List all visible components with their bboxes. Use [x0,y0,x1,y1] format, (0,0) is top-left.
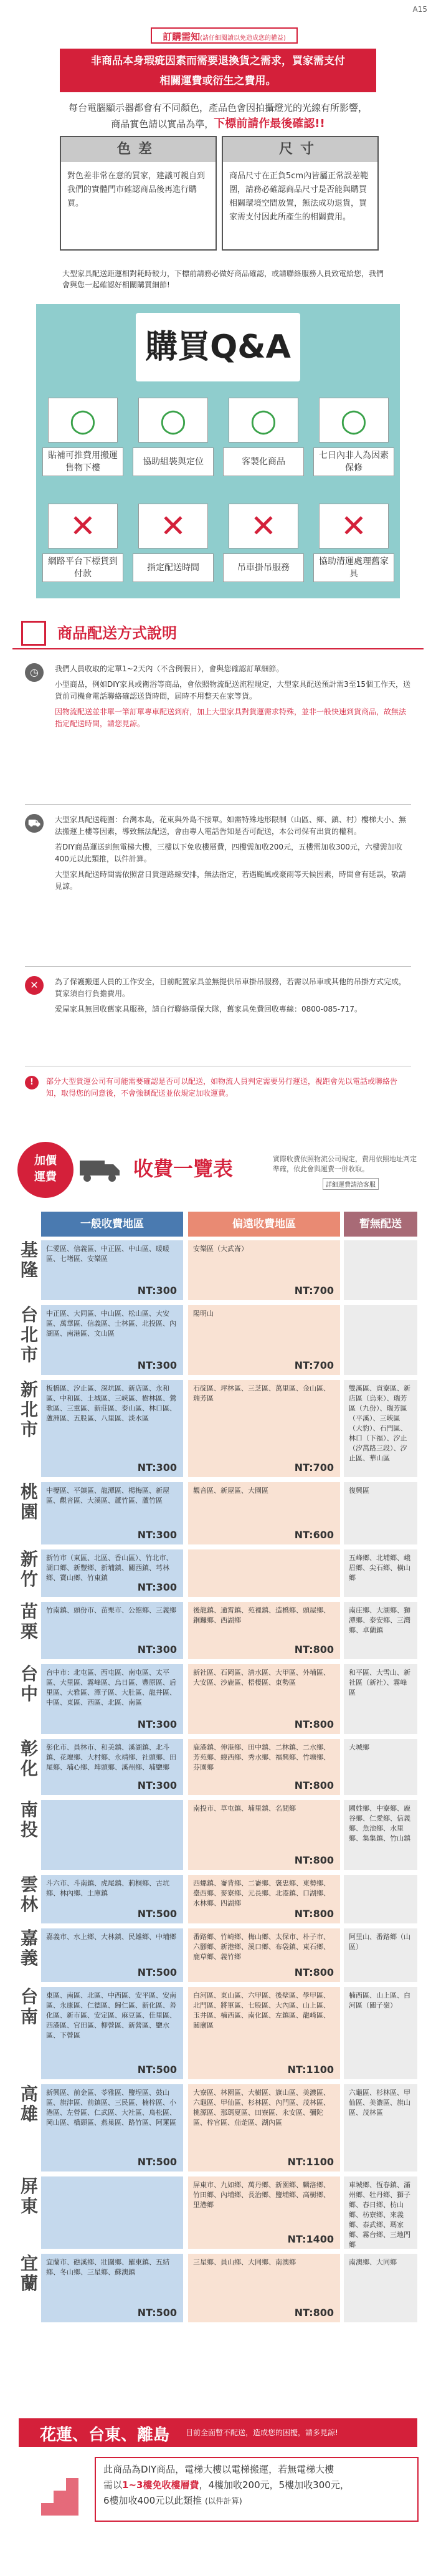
region-cell-remote [188,1875,340,1925]
warning-box: 非商品本身瑕疵因素而需要退換貨之需求，買家需支付 相關運費或衍生之費用。 [60,49,376,92]
region-cell-none [344,1602,417,1660]
delivery-section-header [12,617,424,649]
region-areas: 阿里山、番路鄉（山區） [349,1933,410,1951]
region-name: 屏東 [20,2176,38,2216]
region-name: 嘉義 [20,1928,38,1968]
region-areas: 新竹市（東區、北區、香山區）、竹北市、湖口鄉、新豐鄉、新埔鎮、關西鎮、芎林鄉、寶山鄉、竹東鎮 [46,1554,173,1582]
region-row [19,1987,417,2080]
fee-note: 實際收費依照物流公司規定，費用依照地址判定準確，依此會與運費一併收取。 [273,1155,417,1173]
region-price: NT:800 [294,1908,334,1920]
region-row [19,1602,417,1660]
region-name: 桃園 [20,1482,38,1522]
region-cell-remote [188,1549,340,1598]
region-areas: 西螺鎮、崙背鄉、二崙鄉、褒忠鄉、東勢鄉、臺西鄉、麥寮鄉、元長鄉、北港鎮、口湖鄉、水林鄉、四湖鄉 [193,1879,330,1907]
region-price: NT:300 [137,1285,177,1296]
region-cell-none [344,1240,417,1301]
region-cell-none [344,1664,417,1735]
region-price: NT:700 [294,1462,334,1473]
region-areas: 楠西區、山上區、白河區（關子嶺） [349,1991,410,2009]
region-areas: 中壢區、平鎮區、龍潭區、楊梅區、新屋區、觀音區、大溪區、蘆竹區、蘆竹區 [46,1487,169,1505]
region-cell-general [41,1928,183,1983]
cross-icon: ✕ [319,504,389,548]
region-cell-general [41,1875,183,1925]
region-price: NT:600 [294,1529,334,1541]
region-cell-general [41,2176,183,2250]
region-price: NT:1100 [287,2156,334,2168]
region-areas: 陽明山 [193,1310,214,1318]
region-name: 新竹 [20,1549,38,1589]
region-price: NT:800 [294,1966,334,1978]
region-areas: 鹿港鎮、伸港鄉、田中鎮、二林鎮、二水鄉、芳苑鄉、線西鄉、秀水鄉、福興鄉、竹塘鄉、芬園鄉 [193,1743,330,1771]
region-price: NT:1400 [287,2233,334,2245]
region-areas [41,2176,183,2184]
islands-subtitle: 目前全面暫不配送，造成您的困擾，請多見諒! [186,2428,338,2437]
region-areas: 和平區、大雪山、新社區（新社）、霧峰區 [349,1669,410,1697]
check-icon: ○ [48,398,118,443]
region-price: NT:800 [294,2307,334,2319]
cross-icon: ✕ [25,976,44,995]
region-cell-general [41,2254,183,2324]
region-row [19,1482,417,1546]
region-areas: 安樂區（大武崙） [193,1245,248,1253]
qa-panel [36,304,400,598]
region-name: 南投 [20,1799,38,1840]
region-cell-general [41,1987,183,2080]
region-areas [344,1240,417,1248]
region-cell-none [344,2176,417,2250]
region-row [19,1305,417,1376]
region-cell-none [344,1800,417,1871]
region-areas: 復興區 [349,1487,369,1495]
region-cell-remote [188,1602,340,1660]
delivery-bullet-truck: ⛟ 大型家具配送範圍：台灣本島，花東與外島不接單。如需特殊地形限制（山區、鄉、鎮、村）樓梯大小、無法搬運上樓等因素，導致無法配送，會由專人電話告知是否可配送，本公司保有出貨的權利。 若DIY商品運送到無電梯大樓，三樓以下免收樓層費，四樓需加收200元，五樓需加收300元，六樓需加收400元以此類推，以件計算。 大型家具配送時間需依照當日貨運路線安排，無法指定，若遇颱風或豪雨等天候因素，時間會有延誤，敬請見諒。 [25,814,411,896]
region-areas: 大寮區、林園區、大樹區、旗山區、美濃區、六龜區、甲仙區、杉林區、內門區、茂林區、桃源區、那瑪夏區、田寮區、永安區、彌陀區、梓官區、茄萣區、湖內區 [193,2089,330,2127]
region-price: NT:700 [294,1285,334,1296]
region-cell-remote [188,2176,340,2250]
region-areas: 白河區、東山區、六甲區、後壁區、學甲區、北門區、將軍區、七股區、大內區、山上區、玉井區、楠西區、南化區、左鎮區、龍崎區、關廟區 [193,1991,330,2029]
region-cell-general [41,1240,183,1301]
region-areas: 斗六市、斗南鎮、虎尾鎮、莿桐鄉、古坑鄉、林內鄉、土庫鎮 [46,1879,169,1897]
region-cell-none [344,1928,417,1983]
region-price: NT:500 [137,1966,177,1978]
region-row [19,1664,417,1735]
region-name: 彰化 [20,1738,38,1779]
region-price: NT:800 [294,1644,334,1655]
qa-item: ○ 貼補可推費用搬運售物下樓 [42,398,123,476]
region-areas: 嘉義市、水上鄉、大林鎮、民雄鄉、中埔鄉 [46,1933,176,1941]
region-areas: 後龍鎮、通霄鎮、苑裡鎮、造橋鄉、頭屋鄉、銅鑼鄉、西湖鄉 [193,1606,330,1624]
size-body: 商品尺寸在正負5cm內皆屬正常誤差範圍，請務必確認商品尺寸是否能與購買相關環境空間放置，無法成功退貨，買家需支付因此所產生的相關費用。 [229,171,369,222]
header-remote: 偏遠收費地區 [188,1212,340,1237]
region-areas: 六龜區、杉林區、甲仙區、美濃區、旗山區、茂林區 [349,2089,410,2117]
region-price: NT:500 [137,2307,177,2319]
shop-note: 大型家具配送距運相對耗時較力，下標前請務必做好商品確認，或請聯絡服務人員致電給您，我們會與您一起確認好相關購買細節! [62,269,384,289]
region-row [19,1380,417,1478]
fee-note-contact: 詳細運費請洽客服 [323,1178,379,1190]
color-difference-body: 對色差非常在意的買家，建議可親自到我們的實體門市確認商品後再進行購買。 [67,171,206,208]
region-name: 雲林 [20,1874,38,1915]
header-none: 暫無配送 [344,1212,417,1237]
region-areas: 中正區、大同區、中山區、松山區、大安區、萬華區、信義區、士林區、北投區、內湖區、南港區、文山區 [46,1310,176,1338]
region-cell-remote [188,1664,340,1735]
delivery-bullet-clock: ◷ 我們人員收取的定單1~2天內（不含例假日），會與您確認訂單細節。 小型商品，例如DIY家具或衛浴等商品，會依照物流配送流程規定，大型家具配送預計需3至15個工作天，送貨前司機會電話聯絡確認送貨時間，屆時不用整天在家等貨。 因物流配送並非單一筆訂單專車配送到府，加上大型家具對貨運需求特殊，並非一般快速到貨商品，故無法指定配送時間，請您見諒。 [25,663,411,734]
region-price: NT:300 [137,1779,177,1791]
page-code: A15 [412,5,427,14]
region-price: NT:800 [294,1718,334,1730]
region-cell-none [344,1987,417,2080]
region-areas [344,1875,417,1882]
region-cell-none [344,1482,417,1546]
region-cell-none [344,1875,417,1925]
region-areas: 彰化市、員林市、和美鎮、溪湖鎮、北斗鎮、花壇鄉、大村鄉、永靖鄉、社頭鄉、田尾鄉、埔心鄉、埤頭鄉、溪州鄉、埔鹽鄉 [46,1743,176,1771]
region-cell-general [41,1549,183,1598]
color-difference-panel [60,136,217,251]
delivery-bullet-warning: ! 部分大型貨運公司有可能需要確認是否可以配送，如物流人員判定需要另行運送，視距會先以電話或聯絡告知，取得您的同意後，不會強制配送並依規定加收運費。 [25,1076,411,1103]
truck-icon: ⛟ [25,814,44,833]
region-price: NT:300 [137,1359,177,1371]
qa-item: ✕ 網路平台下標貨到付款 [42,504,123,582]
region-cell-general [41,1380,183,1478]
check-icon: ○ [229,398,298,443]
region-name: 台北市 [20,1305,38,1365]
region-price: NT:500 [137,2064,177,2076]
islands-floor-fee: 此商品為DIY商品，電梯大樓以電梯搬運，若無電梯大樓 需以1~3樓免收樓層費，4樓加收200元，5樓加收300元， 6樓加收400元以此類推 (以件計算) [95,2457,419,2522]
region-areas: 南澳鄉、大同鄉 [349,2258,397,2266]
region-row [19,2084,417,2173]
region-areas: 東區、南區、北區、中西區、安平區、安南區、永康區、仁德區、歸仁區、新化區、善化區、新市區、安定區、麻豆區、佳里區、西港區、官田區、柳營區、新營區、鹽水區、下營區 [46,1991,176,2039]
qa-title: 購買Q&A [136,313,300,381]
region-areas: 仁愛區、信義區、中正區、中山區、暖暖區、七堵區、安樂區 [46,1245,169,1263]
region-areas: 國姓鄉、中寮鄉、鹿谷鄉、仁愛鄉、信義鄉、魚池鄉、水里鄉、集集鎮、竹山鎮 [349,1804,410,1842]
divider [25,966,411,967]
clock-icon: ◷ [25,663,44,682]
region-cell-remote [188,1800,340,1871]
region-areas: 新社區、石岡區、清水區、大甲區、外埔區、大安區、沙鹿區、梧棲區、東勢區 [193,1669,330,1687]
delivery-title: 商品配送方式說明 [57,625,177,642]
region-cell-general [41,1664,183,1735]
region-name: 基隆 [20,1240,38,1280]
region-areas: 觀音區、新屋區、大園區 [193,1487,268,1495]
region-cell-general [41,1305,183,1376]
warning-icon: ! [25,1076,39,1089]
check-icon: ○ [138,398,208,443]
region-name: 苗栗 [20,1601,38,1642]
qa-item: ○ 七日內非人為因素保修 [313,398,394,476]
size-title: 尺寸 [223,137,377,162]
cross-icon: ✕ [229,504,298,548]
region-areas: 雙溪區、貢寮區、新店區（烏來）、瑞芳區（九份）、瑞芳區（平溪）、三峽區（大豹）、石門區、林口（下福）、汐止（汐萬路三段）、汐止區、華山區 [349,1384,410,1462]
region-cell-remote [188,1739,340,1796]
region-price: NT:500 [137,1908,177,1920]
region-price: NT:1100 [287,2064,334,2076]
region-cell-general [41,2084,183,2173]
region-price: NT:800 [294,1854,334,1866]
notice-tag: 訂購需知(請仔細閱讀以免造成您的權益) [151,27,298,44]
region-row [19,1928,417,1983]
region-price: NT:300 [137,1529,177,1541]
region-price: NT:300 [137,1718,177,1730]
region-areas: 南庄鄉、大湖鄉、獅潭鄉、泰安鄉、三灣鄉、卓蘭鎮 [349,1606,410,1634]
region-price: NT:500 [137,2156,177,2168]
region-areas: 屏東市、九如鄉、萬丹鄉、新園鄉、麟洛鄉、竹田鄉、內埔鄉、長治鄉、鹽埔鄉、高樹鄉、里港鄉 [193,2181,330,2209]
region-row [19,2176,417,2250]
region-cell-remote [188,1928,340,1983]
region-cell-general [41,1800,183,1871]
region-areas: 竹南鎮、頭份市、苗栗市、公館鄉、三義鄉 [46,1606,176,1614]
region-areas: 番路鄉、竹崎鄉、梅山鄉、太保市、朴子市、六腳鄉、新港鄉、溪口鄉、布袋鎮、東石鄉、鹿草鄉、義竹鄉 [193,1933,330,1961]
region-cell-none [344,1549,417,1598]
region-price: NT:800 [294,1779,334,1791]
region-areas: 三星鄉、員山鄉、大同鄉、南澳鄉 [193,2258,296,2266]
region-row [19,2254,417,2324]
region-cell-general [41,1602,183,1660]
region-areas [41,1800,183,1808]
region-cell-remote [188,1305,340,1376]
region-cell-none [344,2254,417,2324]
region-areas: 板橋區、汐止區、深坑區、新店區、永和區、中和區、土城區、三峽區、樹林區、鶯歌區、三重區、新莊區、泰山區、林口區、蘆洲區、五股區、八里區、淡水區 [46,1384,176,1422]
region-areas: 五峰鄉、北埔鄉、峨眉鄉、尖石鄉、橫山鄉 [349,1554,410,1582]
header-general: 一般收費地區 [41,1212,183,1237]
region-cell-remote [188,1240,340,1301]
truck-icon [80,1158,121,1183]
region-cell-none [344,1739,417,1796]
region-cell-none [344,1305,417,1376]
region-name: 台南 [20,1986,38,2027]
region-price: NT:300 [137,1462,177,1473]
region-areas: 車城鄉、恆春鎮、滿州鄉、牡丹鄉、獅子鄉、春日鄉、枋山鄉、枋寮鄉、來義鄉、泰武鄉、瑪家鄉、霧台鄉、三地門鄉 [349,2181,410,2249]
delivery-bullet-cross: ✕ 為了保護搬運人員的工作安全，目前配置家具並無提供吊車掛吊服務，若需以吊車或其他的吊掛方式完成，買家須自行負擔費用。 愛屋家具無回收舊家具服務，請自行聯絡環保大隊，舊家具免費回收專線：0800-085-717。 [25,976,411,1019]
region-price: NT:300 [137,1581,177,1593]
region-areas: 新興區、前金區、苓雅區、鹽埕區、鼓山區、旗津區、前鎮區、三民區、楠梓區、小港區、左營區、仁武區、大社區、鳥松區、岡山區、橋頭區、燕巢區、路竹區、阿蓮區 [46,2089,176,2127]
divider [25,804,411,805]
region-row [19,1739,417,1796]
region-cell-none [344,1380,417,1478]
region-areas [344,1305,417,1313]
fee-title: 收費一覽表 [133,1157,234,1180]
region-price: NT:700 [294,1359,334,1371]
region-name: 台中 [20,1664,38,1704]
region-areas [188,1549,340,1557]
region-cell-remote [188,2254,340,2324]
qa-item: ✕ 吊車掛吊服務 [223,504,304,582]
region-cell-general [41,1739,183,1796]
region-cell-none [344,2084,417,2173]
cross-icon: ✕ [48,504,118,548]
region-cell-general [41,1482,183,1546]
region-areas: 南投市、草屯鎮、埔里鎮、名間鄉 [193,1804,296,1812]
box-icon [21,621,46,646]
check-icon: ○ [319,398,389,443]
region-row [19,1800,417,1871]
region-name: 高雄 [20,2084,38,2124]
color-disclaimer: 每台電腦顯示器都會有不同顏色，產品色會因拍攝燈光的光線有所影響， 商品實色請以實品為準，下標前請作最後確認!! [68,102,367,130]
region-areas: 宜蘭市、礁溪鄉、壯圍鄉、羅東鎮、五結鄉、冬山鄉、三星鄉、蘇澳鎮 [46,2258,169,2276]
region-cell-remote [188,1987,340,2080]
qa-item: ○ 客製化商品 [223,398,304,476]
region-cell-remote [188,1482,340,1546]
region-areas: 石碇區、坪林區、三芝區、萬里區、金山區、瑞芳區 [193,1384,330,1402]
islands-bar [19,2418,417,2447]
islands-title: 花蓮、台東、離島 [40,2426,170,2444]
region-row [19,1875,417,1925]
region-name: 宜蘭 [20,2253,38,2294]
size-panel [222,136,379,251]
region-cell-remote [188,1380,340,1478]
color-difference-title: 色差 [61,137,216,162]
region-areas: 台中市：北屯區、西屯區、南屯區、太平區、大里區、霧峰區、烏日區、豐原區、后里區、大雅區、潭子區、大肚區、龍井區、中區、東區、西區、北區、南區 [46,1669,176,1707]
region-price: NT:300 [137,1644,177,1655]
region-cell-remote [188,2084,340,2173]
cross-icon: ✕ [138,504,208,548]
fee-tag: 加價 運費 [17,1142,73,1198]
stairs-icon [22,2459,85,2522]
region-areas: 大城鄉 [349,1743,369,1751]
qa-item: ○ 協助組裝與定位 [133,398,214,476]
region-row [19,1240,417,1301]
qa-item: ✕ 協助清運處理舊家具 [313,504,394,582]
region-name: 新北市 [20,1379,38,1440]
qa-item: ✕ 指定配送時間 [133,504,214,582]
region-row [19,1549,417,1598]
